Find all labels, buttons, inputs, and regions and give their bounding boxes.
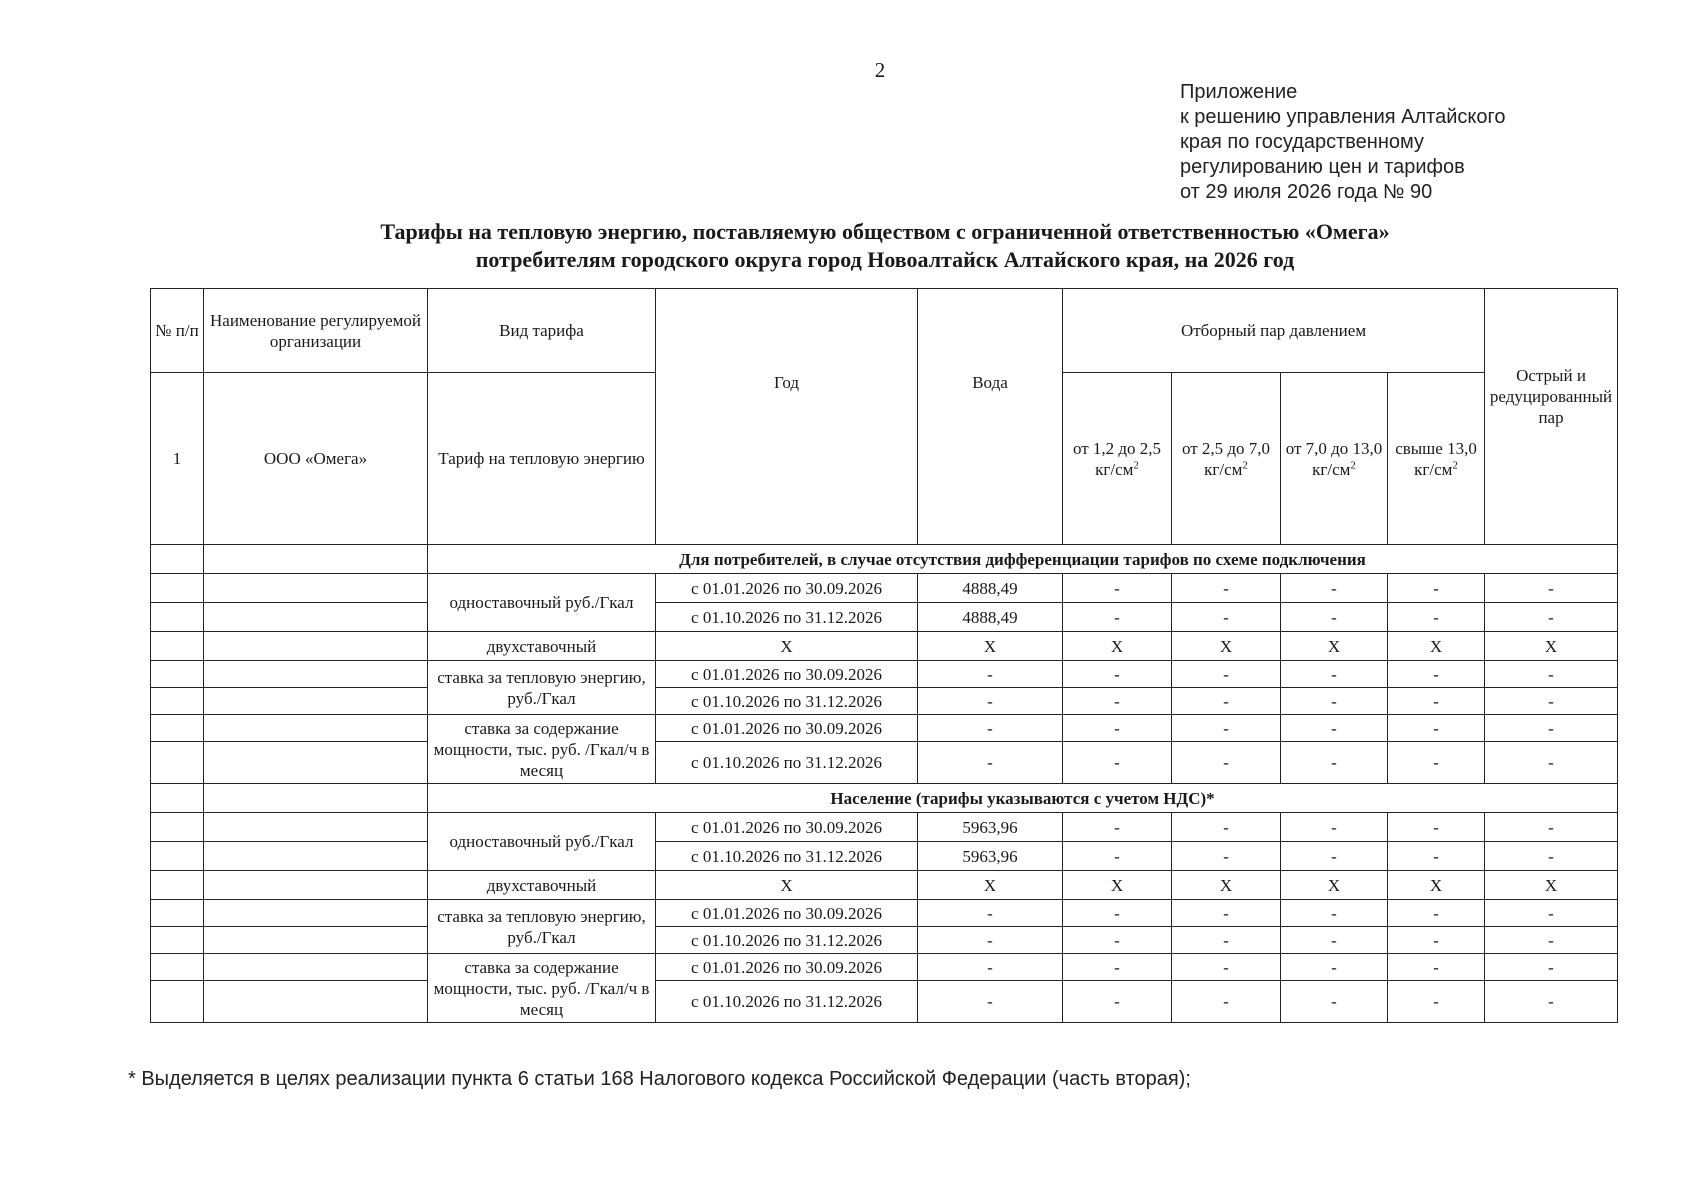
table-row <box>151 632 1618 661</box>
x-cell: X <box>1388 632 1485 661</box>
empty-cell <box>151 661 204 688</box>
empty-cell <box>204 784 428 813</box>
empty-cell <box>151 954 204 981</box>
dash-cell: - <box>1063 900 1172 927</box>
steam-3-text: от 7,0 до 13,0 кг/см <box>1285 438 1383 479</box>
empty-cell <box>151 688 204 715</box>
title-line-2: потребителям городского округа город Новоалтайск Алтайского края, на 2026 год <box>475 247 1295 272</box>
one-rate-label: одноставочный руб./Гкал <box>428 574 656 632</box>
water-value: 5963,96 <box>918 842 1063 871</box>
energy-rate-label: ставка за тепловую энергию, руб./Гкал <box>428 900 656 954</box>
dash-cell: - <box>1485 688 1618 715</box>
water-value: 4888,49 <box>918 574 1063 603</box>
header-water <box>918 289 1063 545</box>
section-title: Для потребителей, в случае отсутствия дифференциации тарифов по схеме подключения <box>428 545 1618 574</box>
dash-cell: - <box>1388 842 1485 871</box>
dash-cell: - <box>1281 688 1388 715</box>
empty-cell <box>151 545 204 574</box>
appendix-line: от 29 июля 2026 года № 90 <box>1180 181 1433 203</box>
x-cell: X <box>1172 632 1281 661</box>
dash-cell: - <box>1063 574 1172 603</box>
dash-cell: - <box>1281 842 1388 871</box>
dash-cell: - <box>1172 574 1281 603</box>
page-number: 2 <box>874 58 886 82</box>
period: с 01.01.2026 по 30.09.2026 <box>656 661 918 688</box>
dash-cell: - <box>918 927 1063 954</box>
x-cell: X <box>1485 871 1618 900</box>
appendix-block <box>1180 80 1505 205</box>
x-cell: X <box>918 632 1063 661</box>
table-row <box>151 603 1618 632</box>
dash-cell: - <box>1485 927 1618 954</box>
dash-cell: - <box>1485 715 1618 742</box>
dash-cell: - <box>1281 715 1388 742</box>
dash-cell: - <box>1063 661 1172 688</box>
dash-cell: - <box>1281 742 1388 784</box>
table-row <box>151 688 1618 715</box>
empty-cell <box>204 715 428 742</box>
period: с 01.10.2026 по 31.12.2026 <box>656 842 918 871</box>
header-org: Наименование регулируемой организации <box>204 289 428 373</box>
x-cell: X <box>1388 871 1485 900</box>
sq-mark: 2 <box>1452 458 1458 471</box>
dash-cell: - <box>1281 927 1388 954</box>
header-row <box>151 289 1618 373</box>
period: с 01.10.2026 по 31.12.2026 <box>656 688 918 715</box>
dash-cell: - <box>1485 574 1618 603</box>
table-row <box>151 813 1618 842</box>
empty-cell <box>151 981 204 1023</box>
x-cell: X <box>1063 632 1172 661</box>
dash-cell: - <box>1388 981 1485 1023</box>
period: с 01.10.2026 по 31.12.2026 <box>656 981 918 1023</box>
sq-mark: 2 <box>1350 458 1356 471</box>
period: с 01.01.2026 по 30.09.2026 <box>656 715 918 742</box>
empty-cell <box>204 954 428 981</box>
dash-cell: - <box>1172 927 1281 954</box>
dash-cell: - <box>1485 954 1618 981</box>
empty-cell <box>204 688 428 715</box>
table-row <box>151 742 1618 784</box>
x-cell: X <box>1281 632 1388 661</box>
period: с 01.10.2026 по 31.12.2026 <box>656 927 918 954</box>
period: с 01.10.2026 по 31.12.2026 <box>656 742 918 784</box>
empty-cell <box>204 632 428 661</box>
empty-cell <box>151 784 204 813</box>
header-sharp-steam-text: Острый и редуцированный пар <box>1489 366 1613 427</box>
period: с 01.10.2026 по 31.12.2026 <box>656 603 918 632</box>
empty-cell <box>151 574 204 603</box>
header-steam-1 <box>1063 373 1172 545</box>
sq-mark: 2 <box>1133 458 1139 471</box>
two-rate-label: двухставочный <box>428 632 656 661</box>
section-row <box>151 545 1618 574</box>
dash-cell: - <box>1388 742 1485 784</box>
table-row <box>151 981 1618 1023</box>
empty-cell <box>204 661 428 688</box>
empty-cell <box>151 900 204 927</box>
table-row <box>151 871 1618 900</box>
dash-cell: - <box>1063 813 1172 842</box>
dash-cell: - <box>1172 900 1281 927</box>
table-row <box>151 661 1618 688</box>
table-row <box>151 842 1618 871</box>
empty-cell <box>204 545 428 574</box>
empty-cell <box>151 632 204 661</box>
org-num: 1 <box>151 373 204 545</box>
empty-cell <box>151 742 204 784</box>
section-row <box>151 784 1618 813</box>
appendix-line: края по государственному <box>1180 131 1424 153</box>
dash-cell: - <box>1172 813 1281 842</box>
empty-cell <box>204 927 428 954</box>
empty-cell <box>204 981 428 1023</box>
table-row <box>151 715 1618 742</box>
dash-cell: - <box>1063 715 1172 742</box>
capacity-rate-label: ставка за содержание мощности, тыс. руб. /Гкал/ч в месяц <box>428 715 656 784</box>
dash-cell: - <box>1485 981 1618 1023</box>
dash-cell: - <box>1063 688 1172 715</box>
dash-cell: - <box>918 688 1063 715</box>
dash-cell: - <box>1281 603 1388 632</box>
dash-cell: - <box>1388 927 1485 954</box>
steam-2-text: от 2,5 до 7,0 кг/см <box>1181 438 1271 479</box>
dash-cell: - <box>1063 927 1172 954</box>
dash-cell: - <box>1281 661 1388 688</box>
tariff-table <box>150 288 1618 1023</box>
dash-cell: - <box>1172 981 1281 1023</box>
header-tariff-type: Вид тарифа <box>428 289 656 373</box>
steam-4-text: свыше 13,0 кг/см <box>1395 438 1477 479</box>
appendix-line: регулированию цен и тарифов <box>1180 156 1465 178</box>
dash-cell: - <box>1388 715 1485 742</box>
dash-cell: - <box>1063 954 1172 981</box>
empty-cell <box>151 842 204 871</box>
dash-cell: - <box>1063 981 1172 1023</box>
period: с 01.01.2026 по 30.09.2026 <box>656 954 918 981</box>
empty-cell <box>204 842 428 871</box>
table-row <box>151 927 1618 954</box>
empty-cell <box>151 603 204 632</box>
dash-cell: - <box>918 661 1063 688</box>
dash-cell: - <box>1485 742 1618 784</box>
dash-cell: - <box>918 715 1063 742</box>
dash-cell: - <box>1063 603 1172 632</box>
steam-1-text: от 1,2 до 2,5 кг/см <box>1072 438 1162 479</box>
water-value: 5963,96 <box>918 813 1063 842</box>
header-year-text: Год <box>774 373 799 392</box>
period: с 01.01.2026 по 30.09.2026 <box>656 900 918 927</box>
header-water-text: Вода <box>972 373 1008 392</box>
title-line-1: Тарифы на тепловую энергию, поставляемую обществом с ограниченной ответственностью «Омега» <box>380 219 1390 244</box>
empty-cell <box>151 871 204 900</box>
empty-cell <box>151 927 204 954</box>
period: с 01.01.2026 по 30.09.2026 <box>656 813 918 842</box>
dash-cell: - <box>1172 842 1281 871</box>
energy-rate-label: ставка за тепловую энергию, руб./Гкал <box>428 661 656 715</box>
header-steam-group: Отборный пар давлением <box>1063 289 1485 373</box>
dash-cell: - <box>1172 715 1281 742</box>
header-steam-3 <box>1281 373 1388 545</box>
dash-cell: - <box>1388 954 1485 981</box>
x-cell: X <box>656 871 918 900</box>
header-sharp-steam <box>1485 289 1618 545</box>
empty-cell <box>204 813 428 842</box>
x-cell: X <box>656 632 918 661</box>
header-steam-2 <box>1172 373 1281 545</box>
empty-cell <box>204 871 428 900</box>
empty-cell <box>204 603 428 632</box>
table-row <box>151 900 1618 927</box>
dash-cell: - <box>918 981 1063 1023</box>
dash-cell: - <box>1063 742 1172 784</box>
dash-cell: - <box>918 742 1063 784</box>
header-steam-4 <box>1388 373 1485 545</box>
dash-cell: - <box>918 900 1063 927</box>
two-rate-label: двухставочный <box>428 871 656 900</box>
empty-cell <box>204 742 428 784</box>
header-num: № п/п <box>151 289 204 373</box>
empty-cell <box>151 813 204 842</box>
section-title: Население (тарифы указываются с учетом НДС)* <box>428 784 1618 813</box>
dash-cell: - <box>1281 981 1388 1023</box>
empty-cell <box>151 715 204 742</box>
dash-cell: - <box>1388 661 1485 688</box>
one-rate-label: одноставочный руб./Гкал <box>428 813 656 871</box>
dash-cell: - <box>1485 661 1618 688</box>
period: с 01.01.2026 по 30.09.2026 <box>656 574 918 603</box>
dash-cell: - <box>1281 813 1388 842</box>
dash-cell: - <box>1172 688 1281 715</box>
capacity-rate-label: ставка за содержание мощности, тыс. руб. /Гкал/ч в месяц <box>428 954 656 1023</box>
dash-cell: - <box>1485 900 1618 927</box>
x-cell: X <box>1485 632 1618 661</box>
x-cell: X <box>1281 871 1388 900</box>
dash-cell: - <box>1172 954 1281 981</box>
empty-cell <box>204 900 428 927</box>
x-cell: X <box>1063 871 1172 900</box>
x-cell: X <box>1172 871 1281 900</box>
sq-mark: 2 <box>1242 458 1248 471</box>
dash-cell: - <box>1388 813 1485 842</box>
org-name: ООО «Омега» <box>204 373 428 545</box>
document-title <box>150 218 1620 274</box>
table-row <box>151 574 1618 603</box>
dash-cell: - <box>1485 842 1618 871</box>
dash-cell: - <box>918 954 1063 981</box>
header-year <box>656 289 918 545</box>
dash-cell: - <box>1172 742 1281 784</box>
table-row <box>151 954 1618 981</box>
org-tariff: Тариф на тепловую энергию <box>428 373 656 545</box>
dash-cell: - <box>1388 603 1485 632</box>
dash-cell: - <box>1063 842 1172 871</box>
dash-cell: - <box>1281 954 1388 981</box>
dash-cell: - <box>1172 661 1281 688</box>
appendix-line: Приложение <box>1180 81 1298 103</box>
dash-cell: - <box>1388 574 1485 603</box>
dash-cell: - <box>1485 813 1618 842</box>
water-value: 4888,49 <box>918 603 1063 632</box>
footnote: * Выделяется в целях реализации пункта 6 статьи 168 Налогового кодекса Российской Федерации (часть вторая); <box>128 1068 1191 1090</box>
dash-cell: - <box>1281 574 1388 603</box>
dash-cell: - <box>1485 603 1618 632</box>
empty-cell <box>204 574 428 603</box>
dash-cell: - <box>1172 603 1281 632</box>
x-cell: X <box>918 871 1063 900</box>
dash-cell: - <box>1281 900 1388 927</box>
dash-cell: - <box>1388 688 1485 715</box>
appendix-line: к решению управления Алтайского <box>1180 106 1506 128</box>
dash-cell: - <box>1388 900 1485 927</box>
